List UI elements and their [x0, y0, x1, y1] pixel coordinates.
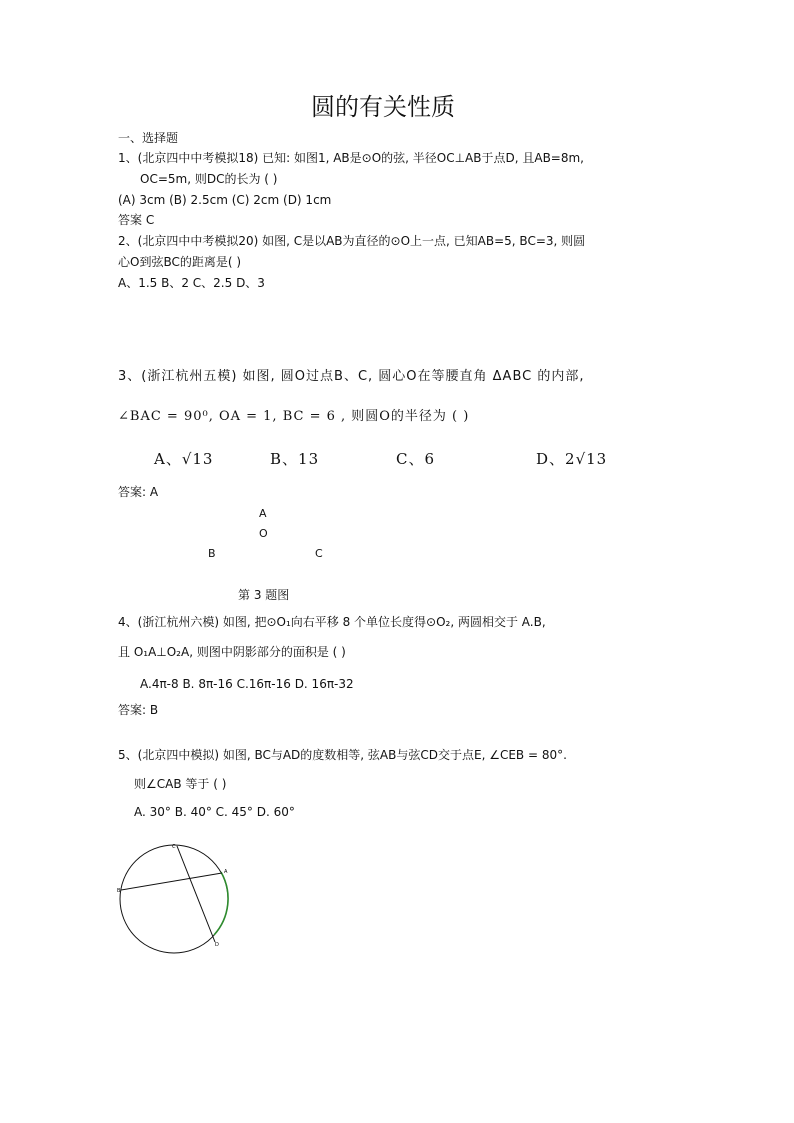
- q2-options: A、1.5 B、2 C、2.5 D、3: [118, 276, 265, 290]
- q5-line1: 5、(北京四中模拟) 如图, BC与AD的度数相等, 弦AB与弦CD交于点E, ∠CEB = 80°.: [118, 748, 567, 762]
- q5-options: A. 30° B. 40° C. 45° D. 60°: [134, 805, 295, 819]
- section-heading: 一、选择题: [118, 131, 179, 145]
- q3-figure-label-c: C: [315, 547, 323, 560]
- q5-figure-label-b: B: [117, 888, 121, 894]
- q3-line2: ∠BAC = 90⁰, OA = 1, BC = 6 , 则圆O的半径为 ( ): [118, 409, 470, 424]
- q1-answer: 答案 C: [118, 213, 155, 227]
- q3-option-b: B、13: [270, 450, 320, 468]
- q5-chord-cd: [177, 846, 215, 942]
- q3-figure-label-b: B: [208, 547, 216, 560]
- q5-chord-ab: [121, 873, 222, 890]
- page-title: 圆的有关性质: [311, 93, 455, 121]
- q3-figure-label-a: A: [259, 507, 267, 520]
- q4-options: A.4π-8 B. 8π-16 C.16π-16 D. 16π-32: [140, 677, 354, 691]
- q1-line1: 1、(北京四中中考模拟18) 已知: 如图1, AB是⊙O的弦, 半径OC⊥AB于点D, 且AB=8m,: [118, 151, 584, 165]
- q3-option-a: A、√13: [154, 450, 214, 468]
- q5-figure-label-a: A: [224, 869, 228, 875]
- q4-line2: 且 O₁A⊥O₂A, 则图中阴影部分的面积是 ( ): [118, 645, 346, 659]
- q5-highlight-arc: [214, 872, 228, 935]
- q5-line2: 则∠CAB 等于 ( ): [134, 777, 227, 791]
- q1-line2: OC=5m, 则DC的长为 ( ): [140, 172, 278, 186]
- q2-line2: 心O到弦BC的距离是( ): [118, 255, 242, 269]
- q3-line1: 3、(浙江杭州五模) 如图, 圆O过点B、C, 圆心O在等腰直角 ΔABC 的内部,: [118, 369, 585, 384]
- q4-line1: 4、(浙江杭州六模) 如图, 把⊙O₁向右平移 8 个单位长度得⊙O₂, 两圆相交于 A.B,: [118, 615, 546, 629]
- q2-line1: 2、(北京四中中考模拟20) 如图, C是以AB为直径的⊙O上一点, 已知AB=5, BC=3, 则圆: [118, 234, 586, 248]
- q3-figure-caption: 第 3 题图: [238, 588, 290, 602]
- q3-answer: 答案: A: [118, 485, 159, 499]
- q3-option-c: C、6: [396, 450, 436, 468]
- q3-option-d: D、2√13: [536, 450, 608, 468]
- q5-figure-label-d: D: [215, 942, 219, 948]
- q5-circle: [120, 845, 228, 953]
- q3-figure-label-o: O: [259, 527, 268, 540]
- q4-answer: 答案: B: [118, 703, 159, 717]
- q5-figure-label-c: C: [172, 844, 176, 850]
- q1-options: (A) 3cm (B) 2.5cm (C) 2cm (D) 1cm: [118, 193, 332, 207]
